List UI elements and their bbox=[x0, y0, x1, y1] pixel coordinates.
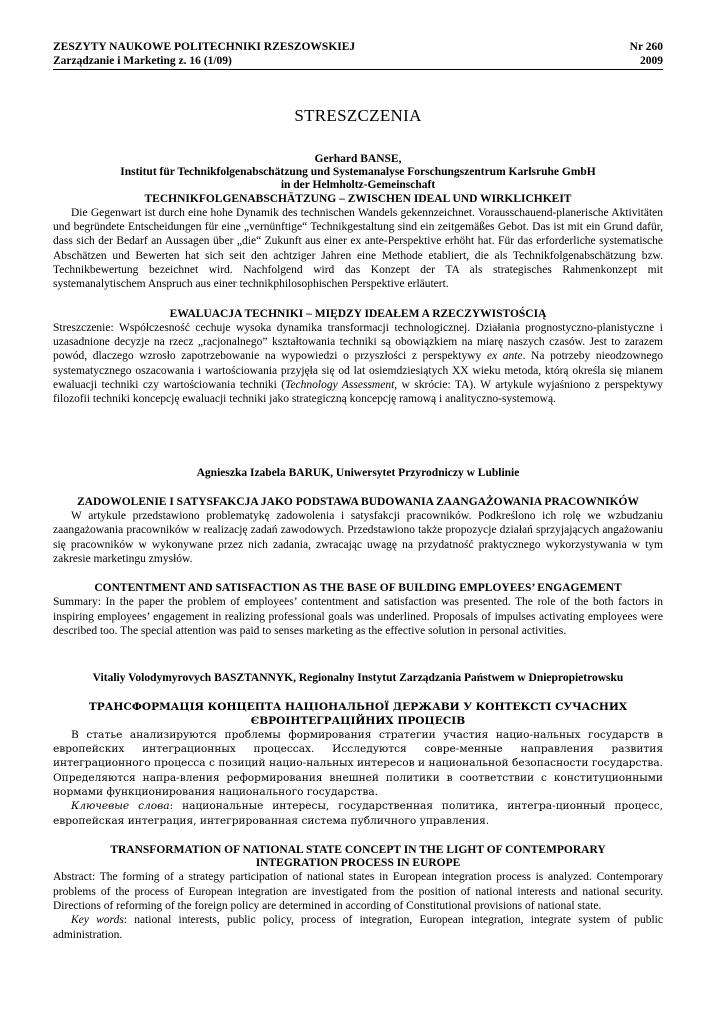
article-title-ukrainian: ТРАНСФОРМАЦІЯ КОНЦЕПТА НАЦІОНАЛЬНОЇ ДЕРЖАВИ У КОНТЕКСТІ СУЧАСНИХ ЄВРОІНТЕГРАЦІЙНИХ ПРОЦЕСІВ bbox=[88, 701, 628, 727]
abstract-russian: В статье анализируются проблемы формирования стратегии участия нацио-нальных государств в европейских интеграционных процессах. Исследуются совре-менные направления развития интеграционного процесса с позиций нацио-нальных интересов и национальной безопасности государства. Определяются напра-вления реформирования внешней политики в соответствии с конституционными нормами функционирования национального государства. bbox=[53, 728, 663, 799]
article-title-polish: EWALUACJA TECHNIKI – MIĘDZY IDEAŁEM A RZECZYWISTOŚCIĄ bbox=[169, 307, 547, 320]
abstract-baruk bbox=[53, 467, 663, 639]
running-header-series bbox=[53, 54, 663, 68]
author-name: Agnieszka Izabela BARUK, Uniwersytet Przyrodniczy w Lublinie bbox=[196, 466, 520, 479]
article-title-english: TRANSFORMATION OF NATIONAL STATE CONCEPT IN THE LIGHT OF CONTEMPORARY INTEGRATION PROCESS IN EUROPE bbox=[110, 843, 606, 870]
author-name: Vitaliy Volodymyrovych BASZTANNYK, Regionalny Instytut Zarządzania Państwem w Dniepropietrowsku bbox=[92, 672, 624, 685]
abstract-german: Die Gegenwart ist durch eine hohe Dynamik des technischen Wandels gekennzeichnet. Vorausschauend-planerische Aktivitäten und begründete Entscheidungen für eine „vernünftige“ Technikgestaltung sind ein zeitgemäßes Gebot. Das ist mit ein Grund dafür, dass sich der Bedarf an Aussagen über „die“ Zukunft aus einer ex ante-Perspektive erhöht hat. Für das erforderliche systematische Abschätzen und Bewerten hat sich seit den achtziger Jahren eine Methode etabliert, die als Technikfolgenabschätzung bzw. Technikbewertung bezeichnet wird. Nachfolgend wird das Konzept der TA als strategisches Rahmenkonzept mit systemanalytischem Anspruch aus einer technikphilosophischen Perspektive erläutert. bbox=[53, 206, 663, 291]
abstract-banse bbox=[53, 153, 663, 407]
author-name: Gerhard BANSE, bbox=[314, 153, 402, 165]
header-rule bbox=[53, 69, 663, 70]
issue-number: Nr 260 bbox=[629, 41, 663, 53]
series-info: Zarządzanie i Marketing z. 16 (1/09) bbox=[53, 55, 232, 67]
section-title: STRESZCZENIA bbox=[294, 106, 422, 125]
abstract-english: Abstract: The forming of a strategy participation of national states in European integration process is analyzed. Contemporary problems of the process of European integration are investigated from the position of national interests and national security. Directions of reforming of the foreign policy are determined in according of Constitutional provisions of national state. bbox=[53, 871, 663, 912]
abstract-polish: Streszczenie: Współczesność cechuje wysoka dynamika transformacji technologicznej. Działania prognostyczno-planistyczne i uzasadnione decyzje na rzecz „racjonalnego” kształtowania techniki są obowiązkiem na miarę naszych czasów. Jest to zarazem powód, dlaczego wzrosło zapotrzebowanie na wypowiedzi o przyszłości z perspektywy ex ante. Na potrzeby nieodzownego systematycznego oszacowania i wartościowania przyjęła się od lat osiemdziesiątych XX wieku metoda, którą określa się mianem ewaluacji techniki czy wartościowania techniki (Technology Assessment, w skrócie: TA). W artykule wyjaśniono z perspektywy filozofii techniki koncepcję ewaluacji techniki jako strategiczną koncepcję ramową i analityczno-systemową. bbox=[53, 321, 664, 406]
running-header bbox=[53, 40, 663, 54]
journal-name: ZESZYTY NAUKOWE POLITECHNIKI RZESZOWSKIEJ bbox=[53, 41, 356, 53]
author-affiliation-line2: in der Helmholtz-Gemeinschaft bbox=[280, 179, 436, 192]
article-title-polish: ZADOWOLENIE I SATYSFAKCJA JAKO PODSTAWA BUDOWANIA ZAANGAŻOWANIA PRACOWNIKÓW bbox=[77, 495, 639, 508]
abstract-basztannyk bbox=[53, 672, 663, 942]
article-title-german: TECHNIKFOLGENABSCHÄTZUNG – ZWISCHEN IDEAL UND WIRKLICHKEIT bbox=[144, 192, 572, 205]
keywords-russian: Ключевые слова: национальные интересы, государственная политика, интегра-ционный процесс, европейская интеграция, интегрированная система публичного управления. bbox=[53, 800, 663, 827]
abstract-english: Summary: In the paper the problem of employees’ contentment and satisfaction was presented. The role of the both factors in inspiring employees’ engagement in realizing professional goals was underlined. Proposals of impulses activating employees were described too. The special attention was paid to senses marketing as the effective solution in personal activities. bbox=[53, 596, 663, 637]
keywords-english: Key words: national interests, public policy, process of integration, European integration, integrate system of public administration. bbox=[53, 914, 663, 941]
author-affiliation: Institut für Technikfolgenabschätzung und Systemanalyse Forschungszentrum Karlsruhe GmbH bbox=[120, 166, 596, 179]
abstract-polish: W artykule przedstawiono problematykę zadowolenia i satysfakcji pracowników. Podkreślono ich rolę we wzbudzaniu zaangażowania pracowników w realizację zadań zawodowych. Przedstawiono także propozycje działań sprzyjających angażowaniu się pracowników w wykonywane przez nich zadania, zwracając uwagę na przydatność praktycznego wykorzystywania w tym zakresie marketingu zmysłów. bbox=[53, 509, 663, 565]
document-page bbox=[53, 40, 663, 942]
publication-year: 2009 bbox=[640, 55, 663, 67]
article-title-english: CONTENTMENT AND SATISFACTION AS THE BASE OF BUILDING EMPLOYEES’ ENGAGEMENT bbox=[94, 582, 622, 595]
